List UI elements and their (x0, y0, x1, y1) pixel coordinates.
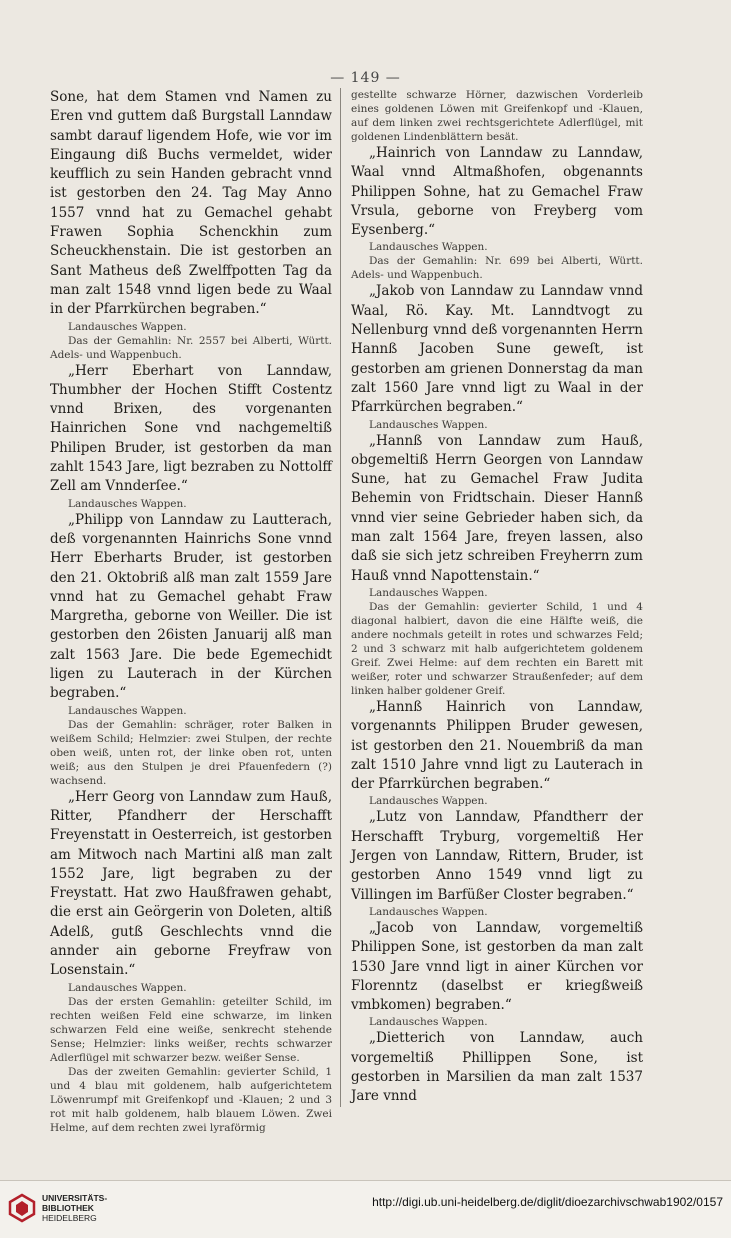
source-url[interactable]: http://digi.ub.uni-heidelberg.de/diglit/dioezarchivschwab1902/0157 (372, 1195, 723, 1209)
logo-text (42, 1193, 107, 1223)
footer-bar (0, 1180, 731, 1238)
entry-paragraph: „Philipp von Lanndaw zu Lautterach, deß vorgenannten Hainrichs Sone vnnd Herr Eberharts Bruder, ist gestorben den 21. Oktobriß alß man zalt 1559 Jare vnnd hat zu Gemachel gehabt Fraw Margretha, geborne von Weiller. Die ist gestorben den 26isten Januarij alß man zalt 1563 Jare. Die bede Egemechidt ligen zu Lauterach in der Kürchen begraben.“ (50, 511, 332, 702)
wappen-heading: Landausches Wappen. (68, 704, 187, 717)
entry-paragraph: „Lutz von Lanndaw, Pfandtherr der Herschafft Tryburg, vorgemeltiß Her Jergen von Lanndaw, Rittern, Bruder, ist gestorben Anno 1549 vnnd ligt zu Villingen im Barfüßer Closter begraben.“ (351, 809, 643, 903)
wappen-heading: Landausches Wappen. (369, 586, 488, 599)
entry-paragraph: „Jakob von Lanndaw zu Lanndaw vnnd Waal, Rö. Kay. Mt. Lanndtvogt zu Nellenburg vnnd deß vorgenannten Herrn Hannß Jacoben Sune geweſt, ist gestorben am grienen Donnerstag da man zalt 1560 Jare vnnd ligt zu Waal in der Pfarrkürchen begraben.“ (351, 283, 643, 416)
wappen-heading: Landausches Wappen. (68, 320, 187, 333)
left-column (50, 88, 332, 1135)
logo-line-2: BIBLIOTHEK (42, 1203, 94, 1213)
footnote-paragraph: Das der Gemahlin: Nr. 2557 bei Alberti, Württ. Adels- und Wappenbuch. (50, 334, 332, 361)
wappen-heading: Landausches Wappen. (68, 981, 187, 994)
entry-paragraph: „Hannß von Lanndaw zum Hauß, obgemeltiß Herrn Georgen von Lanndaw Sune, hat zu Gemachel Fraw Judita Behemin von Fridtschain. Dieser Hannß vnnd vier seine Gebrieder haben sich, da man zalt 1564 Jare, freyen lassen, also daß sie sich jetz schreiben Freyherrn zum Hauß vnnd Napottenstain.“ (351, 432, 643, 584)
wappen-heading: Landausches Wappen. (369, 418, 488, 431)
page-number: — 149 — (330, 70, 401, 86)
entry-paragraph: „Dietterich von Lanndaw, auch vorgemeltiß Phillippen Sone, ist gestorben in Marsilien da man zalt 1537 Jare vnnd (351, 1030, 643, 1105)
logo-line-1: UNIVERSITÄTS- (42, 1193, 108, 1203)
footnote-paragraph: Das der Gemahlin: schräger, roter Balken in weißem Schild; Helmzier: zwei Stulpen, der rechte oben weiß, unten rot, der linke oben rot, unten weiß; aus den Stulpen je drei Pfauenfedern (?) wachsend. (50, 718, 332, 787)
logo-line-3: HEIDELBERG (42, 1213, 97, 1223)
footnote-paragraph: Das der zweiten Gemahlin: gevierter Schild, 1 und 4 blau mit goldenem, halb aufgerichtetem Löwenrumpf mit Greifenkopf und -Klauen; 2 und 3 rot mit halb goldenem, halb blauem Löwen. Zwei Helme, auf dem rechten zwei lyraförmig (50, 1065, 332, 1134)
entry-paragraph: „Hannß Hainrich von Lanndaw, vorgenannts Philippen Bruder gewesen, ist gestorben den 21. Nouembriß da man zalt 1510 Jahre vnnd ligt zu Lauterach in der Pfarrkürchen begraben.“ (351, 698, 643, 793)
wappen-heading: Landausches Wappen. (369, 241, 488, 254)
wappen-heading: Landausches Wappen. (369, 905, 488, 918)
entry-paragraph: Sone, hat dem Stamen vnd Namen zu Eren vnd guttem daß Burgstall Lanndaw sambt darauf ligendem Hofe, wie vor im Eingaung diß Buchs vermeldet, wider keufflich zu sein Handen gebracht vnnd ist gestorben den 24. Tag May Anno 1557 vnnd hat zu Gemachel gehabt Frawen Sophia Schenckhin zum Scheuckhenstain. Die ist gestorben an Sant Matheus deß Zwelffpotten Tag da man zalt 1548 vnnd ligen bede zu Waal in der Pfarrkürchen begraben.“ (50, 89, 332, 318)
university-library-logo-icon (8, 1193, 36, 1223)
wappen-heading: Landausches Wappen. (369, 1016, 488, 1029)
footnote-paragraph: Das der Gemahlin: Nr. 699 bei Alberti, Württ. Adels- und Wappenbuch. (351, 255, 643, 282)
entry-paragraph: „Herr Georg von Lanndaw zum Hauß, Ritter, Pfandherr der Herschafft Freyenstatt in Oesterreich, ist gestorben am Mitwoch nach Martini alß man zalt 1552 Jare, ligt begraben zu der Freystatt. Hat zwo Haußfrawen gehabt, die erst ain Geörgerin von Doleten, altiß Adelß, gutß Geschlechts vnnd die annder ain geborne Freyfraw von Losenstain.“ (50, 788, 332, 979)
footnote-paragraph: gestellte schwarze Hörner, dazwischen Vorderleib eines goldenen Löwen mit Greifenkopf und -Klauen, auf dem linken zwei rechtsgerichtete Adlerflügel, mit goldenen Lindenblättern besät. (351, 89, 643, 143)
entry-paragraph: „Herr Eberhart von Lanndaw, Thumbher der Hochen Stifft Costentz vnnd Brixen, des vorgenanten Hainrichen Sone vnd nachgemeltiß Philipen Bruder, ist gestorben da man zahlt 1543 Jare, ligt bezraben zu Nottolff Zell am Vnnderſee.“ (50, 362, 332, 495)
wappen-heading: Landausches Wappen. (68, 497, 187, 510)
entry-paragraph: „Jacob von Lanndaw, vorgemeltiß Philippen Sone, ist gestorben da man zalt 1530 Jare vnnd ligt in ainer Kürchen vor Florenntz (daselbst er kriegßweiß vmbkomen) begraben.“ (351, 919, 643, 1014)
library-logo[interactable] (8, 1193, 107, 1223)
entry-paragraph: „Hainrich von Lanndaw zu Lanndaw, Waal vnnd Altmaßhofen, obgenannts Philippen Sohne, hat zu Gemachel Fraw Vrsula, geborne von Freyberg vom Eysenberg.“ (351, 145, 643, 239)
wappen-heading: Landausches Wappen. (369, 795, 488, 808)
right-column (340, 88, 643, 1107)
footnote-paragraph: Das der Gemahlin: gevierter Schild, 1 und 4 diagonal halbiert, davon die eine Hälfte weiß, die andere nochmals geteilt in rotes und schwarzes Feld; 2 und 3 schwarz mit halb aufgerichtetem goldenem Greif. Zwei Helme: auf dem rechten ein Barett mit weißer, roter und schwarzer Straußenfeder; auf dem linken halber goldener Greif. (351, 600, 643, 697)
footnote-paragraph: Das der ersten Gemahlin: geteilter Schild, im rechten weißen Feld eine schwarze, im linken schwarzen Feld eine weiße, senkrecht stehende Sense; Helmzier: links weißer, rechts schwarzer Adlerflügel mit schwarzer bezw. weißer Sense. (50, 995, 332, 1064)
